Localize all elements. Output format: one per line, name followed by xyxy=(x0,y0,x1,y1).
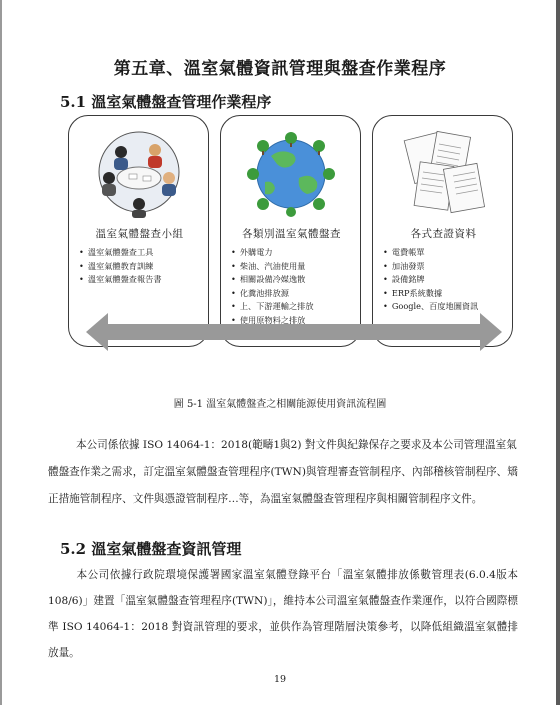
list-item: • 溫室氣體盤查報告書 xyxy=(79,273,162,287)
paragraph-1 xyxy=(48,432,518,513)
double-arrow-icon xyxy=(86,313,502,351)
list-item: • 外購電力 xyxy=(231,246,314,260)
paragraph-1-text: 本公司係依據 ISO 14064-1：2018(範疇1與2) 對文件與紀錄保存之要求及本公司管理溫室氣體盤查作業之需求，訂定溫室氣體盤查管理程序(TWN)與管理審查管制程序、內部稽核管制程序、矯正措施管制程序、文件與憑證管制程序…等，為溫室氣體盤查管理程序與相關管制程序文件。 xyxy=(48,439,518,505)
team-meeting-illustration xyxy=(69,126,210,220)
list-item: • 化糞池排放源 xyxy=(231,287,314,301)
paragraph-2 xyxy=(48,562,518,666)
documents-illustration xyxy=(373,126,514,220)
list-item: • Google、百度地圖資訊 xyxy=(383,300,478,314)
list-item: • 相關設備冷媒逸散 xyxy=(231,273,314,287)
section-title-5-2: 5.2 溫室氣體盤查資訊管理 xyxy=(60,540,242,558)
flow-diagram xyxy=(68,115,501,347)
figure-caption: 圖 5-1 溫室氣體盤查之相關能源使用資訊流程圖 xyxy=(173,399,387,410)
list-item: • 上、下游運輸之排放 xyxy=(231,300,314,314)
panel-list xyxy=(383,246,478,314)
paragraph-2-text: 本公司依據行政院環境保護署國家溫室氣體登錄平台「溫室氣體排放係數管理表(6.0.4版本108/6)」建置「溫室氣體盤查管理程序(TWN)」，維持本公司溫室氣體盤查作業運作，以符合國際標準 ISO 14064-1：2018 對資訊管理的要求，並供作為管理階層決策參考，以降低組織溫室氣體排放量。 xyxy=(48,569,518,659)
panel-list xyxy=(79,246,162,287)
page-edge-right xyxy=(556,0,560,705)
panel-title: 溫室氣體盤查小組 xyxy=(95,228,184,240)
list-item: • 電費帳單 xyxy=(383,246,478,260)
double-arrow-shape xyxy=(86,313,502,351)
page-edge-left xyxy=(0,0,2,705)
list-item: • 柴油、汽油使用量 xyxy=(231,260,314,274)
list-item: • 加油發票 xyxy=(383,260,478,274)
list-item: • 設備銘牌 xyxy=(383,273,478,287)
panel-title: 各式查證資料 xyxy=(410,228,477,240)
chapter-title: 第五章、溫室氣體資訊管理與盤查作業程序 xyxy=(113,59,447,79)
page-number: 19 xyxy=(273,674,287,685)
list-item: • 溫室氣體盤查工具 xyxy=(79,246,162,260)
section-title-5-1: 5.1 溫室氣體盤查管理作業程序 xyxy=(60,93,272,111)
list-item: • 使用原物料之排放 xyxy=(231,314,314,328)
list-item: • 溫室氣體教育訓練 xyxy=(79,260,162,274)
list-item: • ERP系統數據 xyxy=(383,287,478,301)
panel-title: 各類別溫室氣體盤查 xyxy=(242,228,341,240)
earth-globe-illustration xyxy=(221,126,362,220)
